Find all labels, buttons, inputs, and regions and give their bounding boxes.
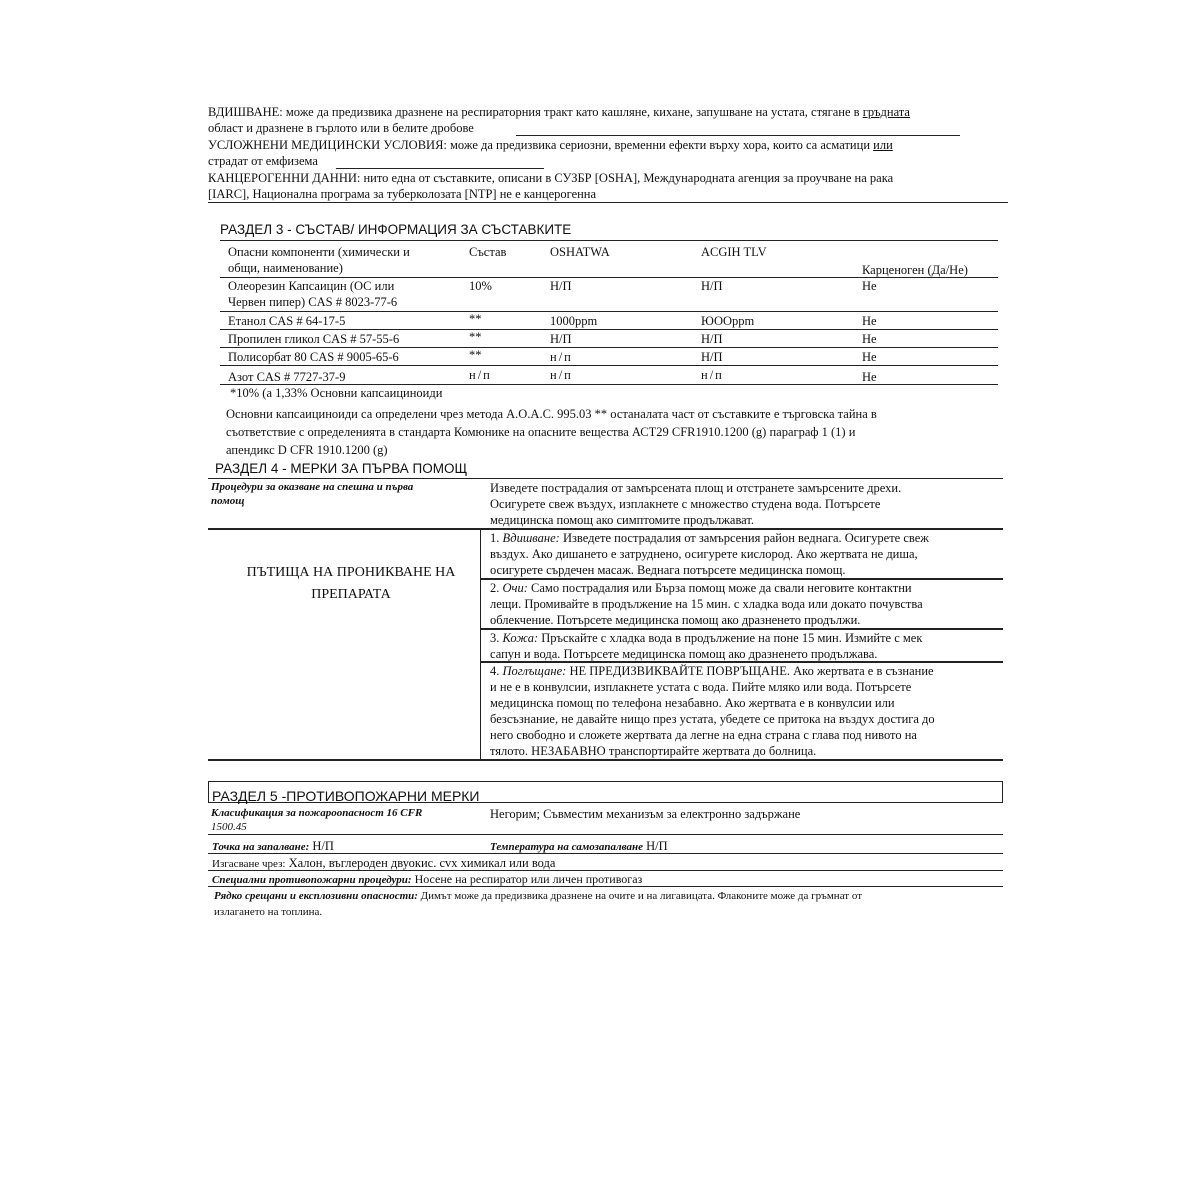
- carcino-cell: Не: [862, 332, 877, 346]
- route-number: 4.: [490, 664, 500, 678]
- inhalation-text: ВДИШВАНЕ: може да предизвика дразнене на респираторния тракт като кашляне, кихане, запушване на устата, стягане в: [208, 105, 860, 119]
- autoignition-value: Н/П: [646, 839, 668, 853]
- divider: [208, 202, 1008, 203]
- classification-label-line1: Класификация за пожароопасност 16 CFR: [211, 807, 423, 819]
- acgih-cell: Н/П: [701, 350, 723, 364]
- acgih-cell: Н/П: [701, 332, 723, 346]
- note-line: съответствие с определенията в стандарта Комюнике на опасните вещества АСТ29 CFR1910.1200 (g) параграф 1 (1) и: [226, 425, 856, 439]
- component-name: Пропилен гликол CAS # 57-55-6: [228, 332, 400, 346]
- procedures-line: медицинска помощ ако симптомите продължават.: [490, 513, 755, 527]
- divider: [220, 365, 998, 366]
- routes-label: [228, 562, 474, 606]
- flash-point-label: Точка на запалване:: [212, 841, 310, 853]
- inhalation-paragraph: [208, 104, 1008, 120]
- extinguishing: [212, 855, 555, 871]
- osha-cell: 1000ppm: [550, 314, 598, 328]
- medical-text: УСЛОЖНЕНИ МЕДИЦИНСКИ УСЛОВИЯ: може да предизвика сериозни, временни ефекти върху хора, които са асматици: [208, 138, 871, 152]
- divider: [220, 347, 998, 348]
- route-text: и не е в конвулсии, изплакнете устата с вода. Пийте мляко или вода. Потърсете: [490, 680, 912, 694]
- classification-label-line2: 1500.45: [211, 821, 247, 833]
- route-text: НЕ ПРЕДИЗВИКВАЙТЕ ПОВРЪЩАНЕ. Ако жертвата е в съзнание: [569, 664, 934, 678]
- composition-cell: н/п: [469, 368, 492, 382]
- rare-hazards: [214, 888, 1004, 920]
- route-text: Изведете пострадалия от замърсения район веднага. Осигурете свеж: [562, 531, 929, 545]
- divider: [208, 853, 1003, 854]
- rare-hazards-value: Димът може да предизвика дразнене на очите и на лигавицата. Флаконите може да гръмнат от: [420, 890, 863, 902]
- procedures-text: [490, 480, 901, 528]
- note-line: апендикс D CFR 1910.1200 (g): [226, 443, 388, 457]
- route-eyes: [490, 580, 923, 628]
- route-text: Само пострадалия или Бърза помощ може да свали неговите контактни: [531, 581, 912, 595]
- divider: [220, 329, 998, 330]
- osha-cell: н/п: [550, 368, 573, 382]
- procedures-label: [211, 480, 413, 508]
- composition-cell: **: [469, 312, 482, 326]
- component-name: Олеорезин Капсаицин (ОС или: [228, 279, 395, 293]
- section4-title: РАЗДЕЛ 4 - МЕРКИ ЗА ПЪРВА ПОМОЩ: [215, 461, 468, 476]
- note-line: Основни капсаициноиди са определени чрез метода А.О.А.С. 995.03 ** останалата част от съставките е търговска тайна в: [226, 407, 877, 421]
- medical-link-text: или: [873, 138, 893, 152]
- route-text: облекчение. Потърсете медицинска помощ ако дразненето продължи.: [490, 613, 861, 627]
- divider: [208, 834, 1003, 835]
- component-name: Полисорбат 80 CAS # 9005-65-6: [228, 350, 399, 364]
- blank-line: [336, 168, 544, 169]
- section5-title: РАЗДЕЛ 5 -ПРОТИВОПОЖАРНИ МЕРКИ: [212, 788, 480, 804]
- rare-hazards-value-2: излагането на топлина.: [214, 906, 323, 918]
- special-procedures: [212, 872, 642, 887]
- classification-label: [211, 806, 422, 834]
- route-number: 3.: [490, 631, 500, 645]
- col-header-carcinogen: Карценоген (Да/Не): [862, 263, 968, 277]
- acgih-cell: н/п: [701, 368, 724, 382]
- autoignition: [490, 838, 668, 854]
- divider: [208, 759, 1003, 761]
- flash-point-value: Н/П: [312, 839, 334, 853]
- route-text: осигурете сърдечен масаж. Веднага потърсете медицинска помощ.: [490, 563, 846, 577]
- composition-cell: **: [469, 330, 482, 344]
- route-ingestion: [490, 663, 935, 759]
- footnote-marker: *10% (а: [230, 386, 272, 400]
- blank-line: [516, 135, 960, 136]
- composition-cell: 10%: [469, 279, 492, 293]
- carcino-cell: Не: [862, 314, 877, 328]
- routes-label-line1: ПЪТИЩА НА ПРОНИКВАНЕ НА: [246, 565, 456, 580]
- col-header-component-line1: Опасни компоненти (химически и: [228, 245, 410, 259]
- osha-cell: Н/П: [550, 332, 572, 346]
- col-header-osha: OSHATWA: [550, 245, 610, 259]
- route-text: лещи. Промивайте в продължение на 15 мин. с хладка вода или докато почувства: [490, 597, 923, 611]
- column-divider: [480, 528, 481, 760]
- extinguishing-label: Изгасване чрез:: [212, 858, 286, 870]
- route-text: въздух. Ако дишането е затруднено, осигурете кислород. Ако жертвата не диша,: [490, 547, 918, 561]
- inhalation-paragraph-2: област и дразнене в гърлото или в белите дробове: [208, 121, 474, 135]
- inhalation-link-text: гръдната: [862, 105, 910, 119]
- col-header-composition: Състав: [469, 245, 507, 259]
- carcino-paragraph: КАНЦЕРОГЕННИ ДАННИ: нито една от съставките, описани в СУЗБР [OSHA], Международната агенция за проучване на рака: [208, 171, 894, 185]
- rare-hazards-label: Рядко срещани и експлозивни опасности:: [214, 890, 418, 902]
- divider: [208, 478, 1003, 479]
- footnote-text: 1,33% Основни капсаициноиди: [275, 386, 443, 400]
- col-header-acgih: ACGIH TLV: [701, 245, 767, 259]
- route-label: Очи:: [502, 581, 528, 595]
- route-text: медицинска помощ по телефона незабавно. Ако жертвата е в конвулсии или: [490, 696, 895, 710]
- section3-note: [226, 405, 877, 459]
- osha-cell: Н/П: [550, 279, 572, 293]
- osha-cell: н/п: [550, 350, 573, 364]
- section3-title: РАЗДЕЛ 3 - СЪСТАВ/ ИНФОРМАЦИЯ ЗА СЪСТАВКИТЕ: [220, 222, 572, 237]
- route-inhalation: [490, 530, 929, 578]
- special-procedures-value: Носене на респиратор или личен противогаз: [414, 872, 643, 886]
- carcino-paragraph-2: [IARC], Национална програма за туберколозата [NTP] не е канцерогенна: [208, 187, 597, 201]
- component-name: Етанол CAS # 64-17-5: [228, 314, 346, 328]
- col-header-component: [228, 244, 410, 276]
- route-text: сапун и вода. Потърсете медицинска помощ ако дразненето продължава.: [490, 647, 878, 661]
- procedures-line: Осигурете свеж въздух, изплакнете с множество студена вода. Потърсете: [490, 497, 881, 511]
- extinguishing-value: Халон, въглероден двуокис. cvx химикал или вода: [288, 856, 556, 870]
- autoignition-label: Температура на самозапалване: [490, 841, 643, 853]
- footnote: [230, 385, 442, 401]
- route-text: него свободно и сложете жертвата да легне на една страна с глава под нивото на: [490, 728, 917, 742]
- procedures-line: Изведете пострадалия от замърсената площ и отстранете замърсените дрехи.: [490, 481, 902, 495]
- carcino-cell: Не: [862, 279, 877, 293]
- medical-paragraph-2: страдат от емфизема: [208, 154, 318, 168]
- divider: [220, 240, 998, 241]
- routes-label-line2: ПРЕПАРАТА: [311, 587, 391, 602]
- route-label: Вдишване:: [502, 531, 560, 545]
- divider: [208, 870, 1003, 871]
- col-header-component-line2: общи, наименование): [228, 261, 343, 275]
- route-text: безсъзнание, не давайте нищо през устата, убедете се притока на въздух достига до: [490, 712, 935, 726]
- flash-point: [212, 838, 334, 854]
- component-name: Азот CAS # 7727-37-9: [228, 370, 346, 384]
- procedures-label-line1: Процедури за оказване на спешна и първа: [211, 481, 414, 493]
- special-procedures-label: Специални противопожарни процедури:: [212, 874, 412, 886]
- procedures-label-line2: помощ: [211, 495, 245, 507]
- route-text: тялото. НЕЗАБАВНО транспортирайте жертвата до болница.: [490, 744, 817, 758]
- route-label: Поглъщане:: [502, 664, 567, 678]
- composition-cell: **: [469, 348, 482, 362]
- divider: [208, 886, 1003, 887]
- medical-paragraph: [208, 137, 1008, 153]
- divider: [220, 311, 998, 312]
- acgih-cell: Н/П: [701, 279, 723, 293]
- component-name-2: Червен пипер) CAS # 8023-77-6: [228, 295, 398, 309]
- carcino-cell: Не: [862, 370, 877, 384]
- classification-value: Негорим; Съвместим механизъм за електронно задържане: [490, 807, 801, 821]
- route-text: Пръскайте с хладка вода в продължение на поне 15 мин. Измийте с мек: [541, 631, 923, 645]
- carcino-cell: Не: [862, 350, 877, 364]
- table-row: [228, 278, 397, 310]
- route-skin: [490, 630, 922, 662]
- acgih-cell: ЮООppm: [701, 314, 755, 328]
- route-label: Кожа:: [502, 631, 539, 645]
- route-number: 2.: [490, 581, 500, 595]
- route-number: 1.: [490, 531, 500, 545]
